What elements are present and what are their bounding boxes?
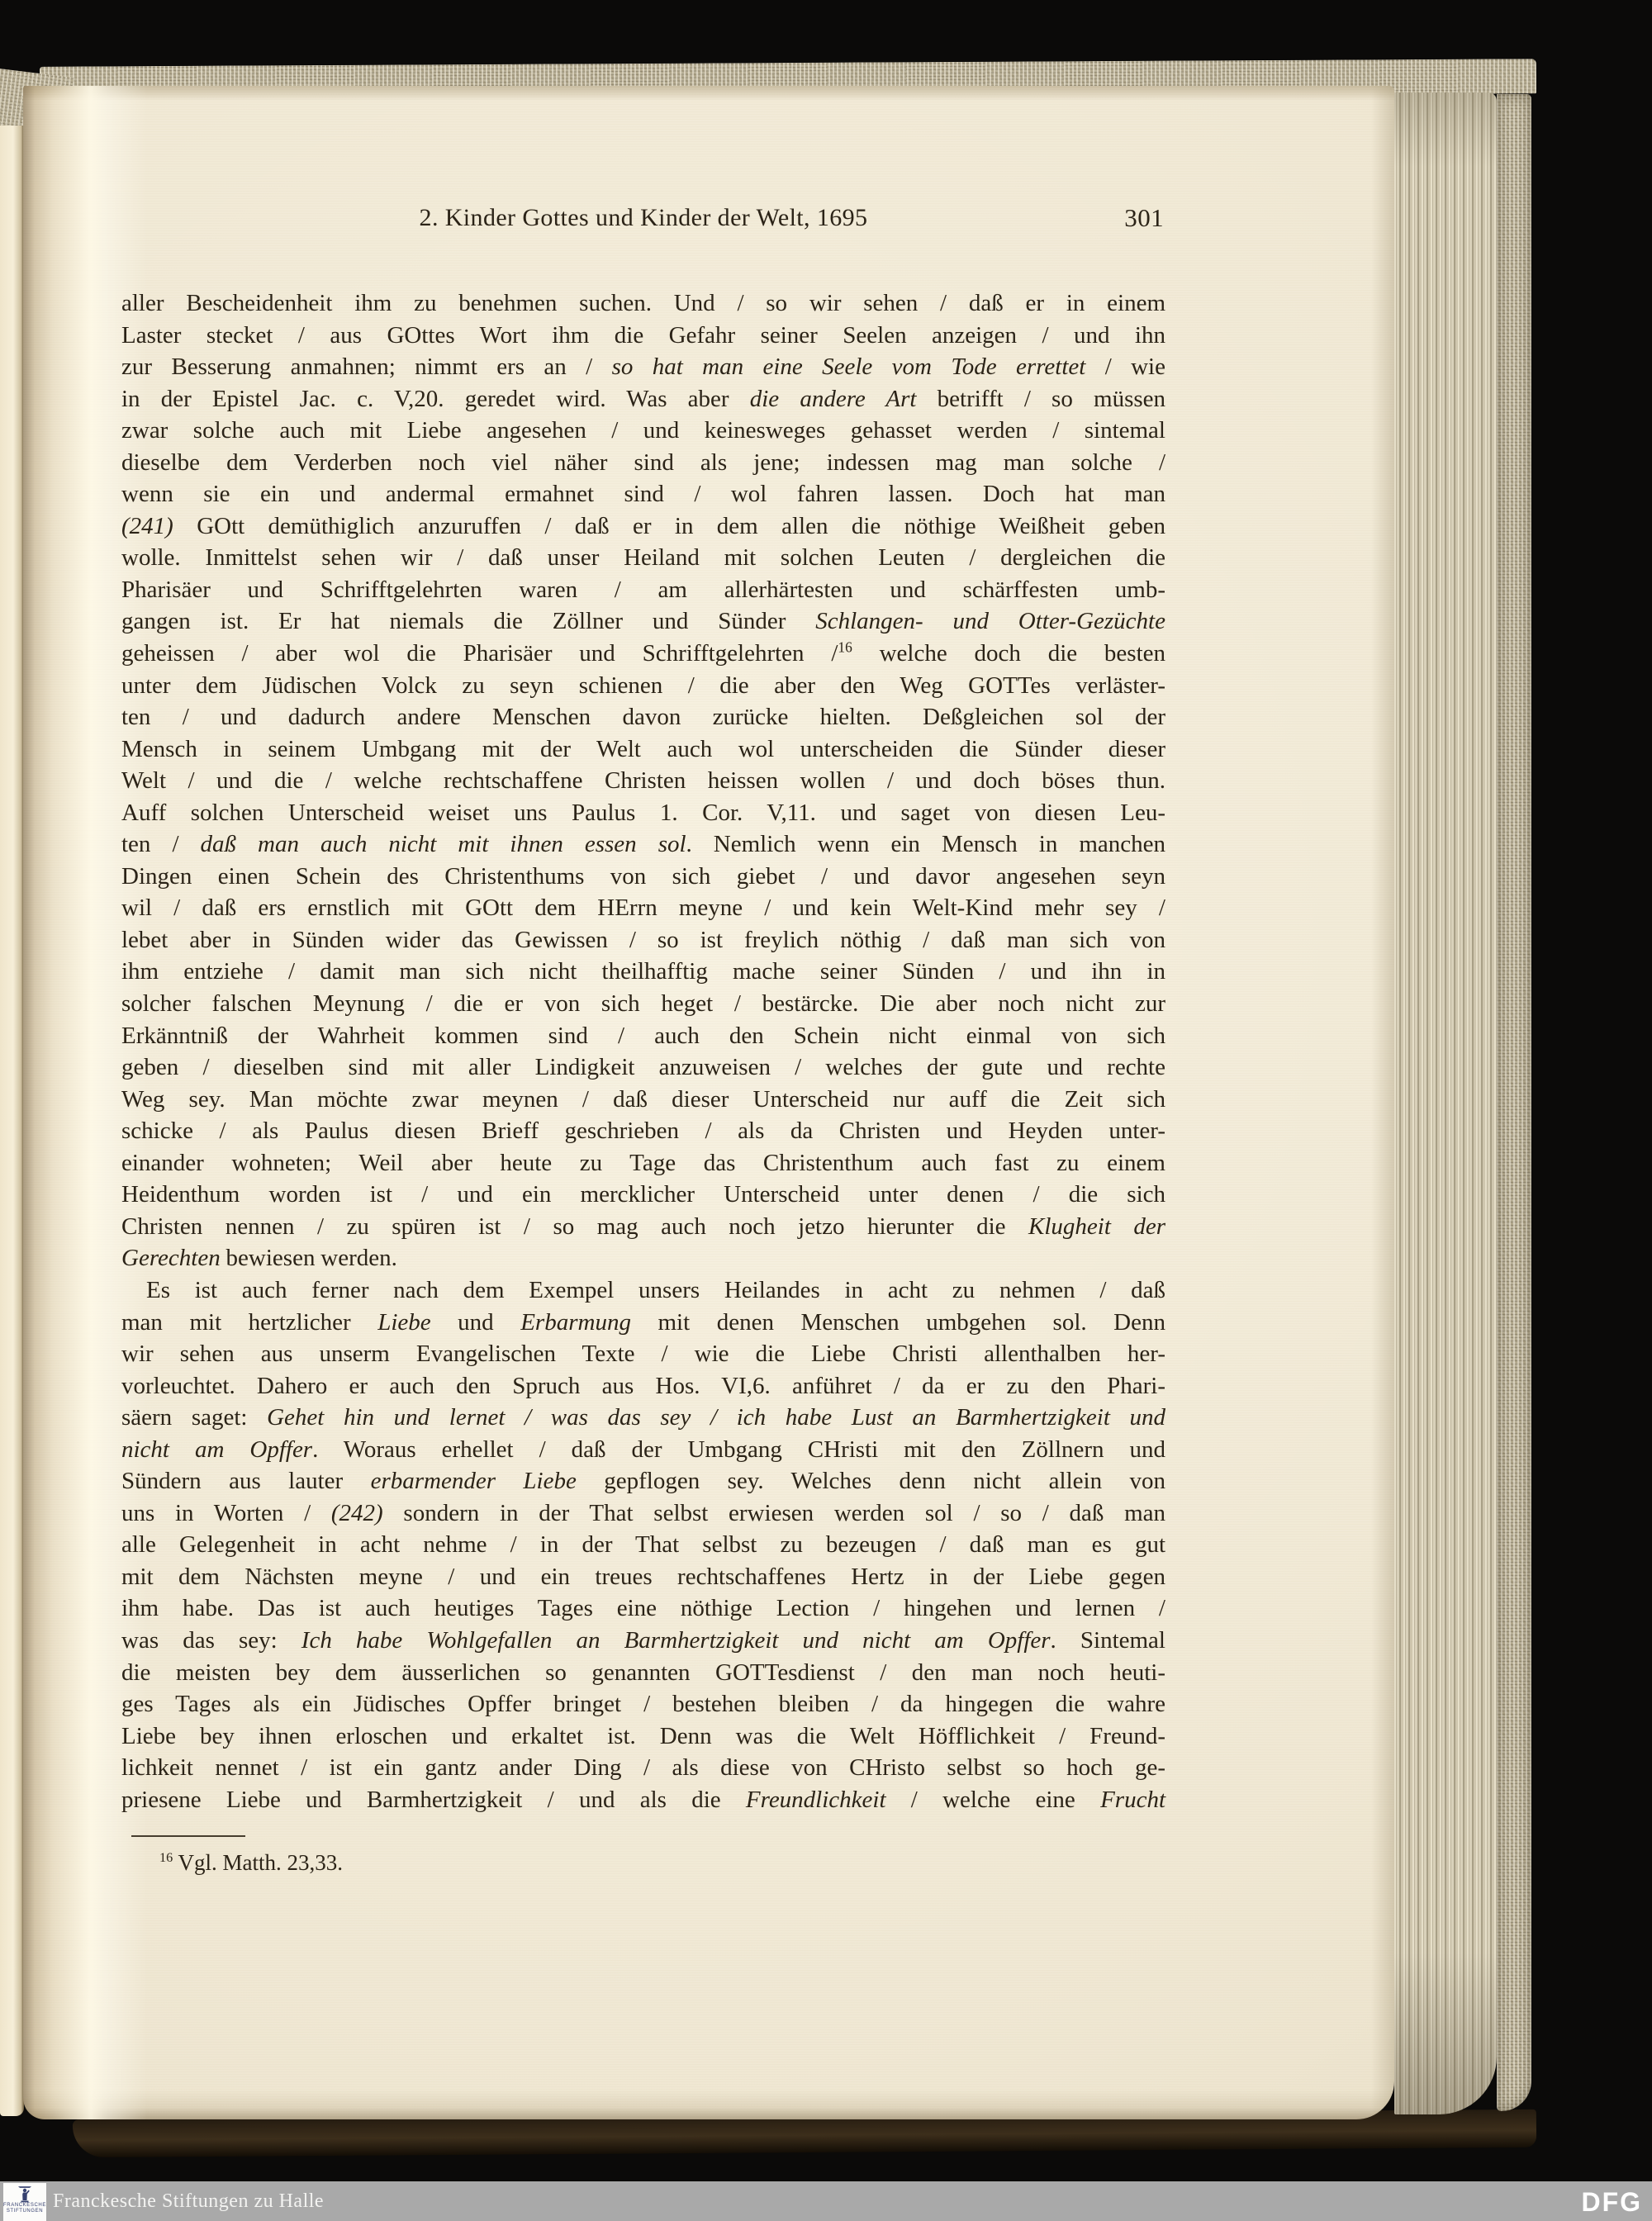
text-line	[121, 797, 1165, 829]
text-line	[121, 861, 1165, 893]
emphasized-text: Freundlichkeit	[745, 1786, 886, 1813]
text-segment: ges Tages als ein Jüdisches Opffer bringet / bestehen bleiben / da hingegen die wahre	[121, 1691, 1165, 1718]
text-segment: gangen ist. Er hat niemals die Zöllner und Sünder	[121, 608, 816, 635]
text-line	[121, 1465, 1165, 1497]
text-segment: / welche eine	[885, 1786, 1101, 1813]
text-line	[121, 1529, 1165, 1561]
text-line	[121, 1784, 1165, 1816]
text-segment: solcher falschen Meynung / die er von sich heget / bestärcke. Die aber noch nicht zur	[121, 990, 1165, 1018]
emphasized-text: Frucht	[1100, 1786, 1166, 1813]
logo-caption-line2: STIFTUNGEN	[6, 2209, 44, 2214]
text-line	[121, 638, 1165, 670]
text-segment: säern saget:	[121, 1404, 268, 1431]
franckesche-stiftungen-logo	[3, 2183, 46, 2221]
text-line	[121, 605, 1165, 638]
footnote-text: Vgl. Matth. 23,33.	[173, 1850, 343, 1876]
text-segment: alle Gelegenheit in acht nehme / in der That selbst zu bezeugen / daß man es gut	[121, 1531, 1165, 1559]
text-line	[121, 1561, 1165, 1593]
text-line	[121, 1179, 1165, 1211]
text-segment: ten /	[121, 831, 201, 858]
text-line	[121, 447, 1165, 479]
text-line	[121, 415, 1165, 447]
text-segment: wir sehen aus unserm Evangelischen Texte / wie die Liebe Christi allenthalben her-	[121, 1341, 1165, 1368]
text-segment: wolle. Inmittelst sehen wir / daß unser Heiland mit solchen Leuten / dergleichen die	[121, 544, 1165, 572]
text-line	[121, 1720, 1165, 1753]
book-cover-right-edge	[1497, 94, 1531, 2111]
emphasized-text: Liebe	[377, 1308, 431, 1336]
text-line	[121, 1274, 1165, 1307]
body-text	[121, 287, 1165, 1815]
text-line	[121, 1051, 1165, 1084]
emphasized-text: Ich habe Wohlgefallen an Barmhertzigkeit und nicht am Opffer	[301, 1626, 1051, 1654]
emphasized-text: (241)	[121, 512, 173, 539]
facing-page-edge	[0, 126, 24, 2116]
francke-statue-icon	[17, 2185, 33, 2203]
text-line	[121, 1752, 1165, 1784]
text-segment: GOtt demüthiglich anzuruffen / daß er in dem allen die nöthige Weißheit geben	[173, 512, 1165, 539]
text-line	[121, 1084, 1165, 1116]
text-line	[121, 1592, 1165, 1625]
logo-caption-line1: FRANCKESCHE	[3, 2203, 46, 2208]
text-line	[121, 956, 1165, 988]
text-segment: geheissen / aber wol die Pharisäer und Schrifftgelehrten /	[121, 640, 838, 667]
text-segment: Weg sey. Man möchte zwar meynen / daß dieser Unterscheid nur auff die Zeit sich	[121, 1085, 1165, 1113]
text-segment: Mensch in seinem Umbgang mit der Welt auch wol unterscheiden die Sünder dieser	[121, 735, 1165, 762]
text-line	[121, 542, 1165, 574]
text-segment: betrifft / so müssen	[916, 385, 1166, 412]
text-segment: schicke / als Paulus diesen Brieff geschrieben / als da Christen und Heyden unter-	[121, 1118, 1165, 1145]
footnote-marker: 16	[159, 1850, 173, 1866]
text-segment: in der Epistel Jac. c. V,20. geredet wird. Was aber	[121, 385, 750, 412]
running-header	[121, 202, 1165, 235]
text-line	[121, 383, 1165, 415]
text-line	[121, 1020, 1165, 1052]
text-segment: welche doch die besten	[852, 640, 1165, 667]
text-segment: Liebe bey ihnen erloschen und erkaltet ist. Denn was die Welt Höfflichkeit / Freund-	[121, 1722, 1165, 1749]
page-stack-fore-edge	[1394, 93, 1497, 2114]
text-line	[121, 1434, 1165, 1466]
text-segment: Christen nennen / zu spüren ist / so mag auch noch jetzo hierunter die	[121, 1213, 1028, 1240]
text-segment: gepflogen sey. Welches denn nicht allein von	[576, 1468, 1165, 1495]
page-text-block	[121, 202, 1165, 1876]
text-line	[121, 733, 1165, 766]
text-segment: . Sintemal	[1050, 1626, 1165, 1654]
text-line	[121, 351, 1165, 383]
text-line	[121, 1211, 1165, 1243]
text-line	[121, 287, 1165, 320]
text-segment: dieselbe dem Verderben noch viel näher sind als jene; indessen mag man solche /	[121, 448, 1165, 476]
institution-name: Franckesche Stiftungen zu Halle	[53, 2190, 325, 2212]
text-line	[121, 828, 1165, 861]
footnote-reference: 16	[838, 638, 852, 656]
text-line	[121, 1242, 1165, 1274]
text-segment: einander wohneten; Weil aber heute zu Tage das Christenthum auch fast zu einem	[121, 1149, 1165, 1176]
text-line	[121, 1688, 1165, 1720]
text-segment: geben / dieselben sind mit aller Lindigkeit anzuweisen / welches der gute und rechte	[121, 1054, 1165, 1081]
text-segment: Laster stecket / aus GOttes Wort ihm die Gefahr seiner Seelen anzeigen / und ihn	[121, 321, 1165, 349]
footnote-separator-rule	[131, 1835, 245, 1837]
text-segment: Pharisäer und Schrifftgelehrten waren / am allerhärtesten und schärffesten umb-	[121, 576, 1165, 603]
emphasized-text: Erbarmung	[520, 1308, 631, 1336]
text-line	[121, 670, 1165, 702]
text-segment: aller Bescheidenheit ihm zu benehmen suchen. Und / so wir sehen / daß er in einem	[121, 290, 1165, 316]
text-line	[121, 1370, 1165, 1402]
text-line	[121, 1115, 1165, 1147]
text-segment: Sündern aus lauter	[121, 1468, 371, 1495]
text-line	[121, 988, 1165, 1020]
text-line	[121, 320, 1165, 352]
emphasized-text: die andere Art	[749, 385, 917, 412]
text-segment: ten / und dadurch andere Menschen davon zurücke hielten. Deßgleichen sol der	[121, 704, 1165, 731]
text-line	[121, 765, 1165, 797]
text-segment: lichkeit nennet / ist ein gantz ander Ding / als diese von CHristo selbst so hoch ge-	[121, 1754, 1165, 1782]
text-segment: was das sey:	[121, 1626, 301, 1654]
text-line	[121, 478, 1165, 510]
text-line	[121, 701, 1165, 733]
text-line	[121, 892, 1165, 924]
text-segment: ihm entziehe / damit man sich nicht theilhafftig mache seiner Sünden / und ihn in	[121, 958, 1165, 985]
text-segment: Es ist auch ferner nach dem Exempel unsers Heilandes in acht zu nehmen / daß	[146, 1276, 1165, 1303]
footnote	[121, 1850, 1165, 1876]
emphasized-text: Schlangen- und Otter-Gezüchte	[815, 608, 1165, 635]
text-line	[121, 1147, 1165, 1179]
text-segment: zur Besserung anmahnen; nimmt ers an /	[121, 354, 612, 381]
text-segment: mit dem Nächsten meyne / und ein treues rechtschaffenes Hertz in der Liebe gegen	[121, 1563, 1165, 1590]
text-line	[121, 1625, 1165, 1657]
text-segment: Dingen einen Schein des Christenthums von sich giebet / und davor angesehen seyn	[121, 862, 1165, 890]
page-number: 301	[1124, 203, 1164, 232]
book-page	[23, 86, 1394, 2119]
text-segment: vorleuchtet. Dahero er auch den Spruch aus Hos. VI,6. anführet / da er zu den Phari-	[121, 1372, 1165, 1399]
text-segment: zwar solche auch mit Liebe angesehen / und keinesweges gehasset werden / sintemal	[121, 417, 1165, 444]
text-line	[121, 1497, 1165, 1530]
running-header-title: 2. Kinder Gottes und Kinder der Welt, 1695	[419, 204, 868, 231]
text-line	[121, 510, 1165, 543]
text-segment: sondern in der That selbst erwiesen werden sol / so / daß man	[382, 1499, 1165, 1526]
text-segment: Auff solchen Unterscheid weiset uns Paulus 1. Cor. V,11. und saget von diesen Leu-	[121, 799, 1165, 826]
emphasized-text: nicht am Opffer	[121, 1436, 313, 1463]
emphasized-text: daß man auch nicht mit ihnen essen sol	[200, 831, 686, 858]
text-segment: . Woraus erhellet / daß der Umbgang CHristi mit den Zöllnern und	[312, 1436, 1166, 1463]
text-segment: uns in Worten /	[121, 1499, 331, 1526]
text-segment: lebet aber in Sünden wider das Gewissen / so ist freylich nöthig / daß man sich von	[121, 926, 1165, 953]
text-segment: . Nemlich wenn ein Mensch in manchen	[686, 831, 1166, 858]
text-segment: bewiesen werden.	[220, 1245, 397, 1272]
text-segment: man mit hertzlicher	[121, 1308, 378, 1336]
text-line	[121, 924, 1165, 956]
emphasized-text: Klugheit der	[1028, 1213, 1165, 1240]
text-segment: Erkänntniß der Wahrheit kommen sind / auch den Schein nicht einmal von sich	[121, 1022, 1165, 1049]
text-segment: wenn sie ein und andermal ermahnet sind / wol fahren lassen. Doch hat man	[121, 481, 1165, 508]
emphasized-text: erbarmender Liebe	[370, 1468, 577, 1495]
dfg-logo: DFG	[1581, 2187, 1642, 2217]
emphasized-text: so hat man eine Seele vom Tode errettet	[611, 354, 1086, 381]
text-segment: die meisten bey dem äusserlichen so genannten GOTTesdienst / den man noch heuti-	[121, 1659, 1165, 1686]
text-line	[121, 1338, 1165, 1370]
text-line	[121, 1402, 1165, 1434]
text-segment: Heidenthum worden ist / und ein mercklicher Unterscheid unter denen / die sich	[121, 1181, 1165, 1208]
text-segment: priesene Liebe und Barmhertzigkeit / und als die	[121, 1786, 746, 1813]
branding-footer-bar	[0, 2181, 1652, 2221]
text-segment: wil / daß ers ernstlich mit GOtt dem HErrn meyne / und kein Welt-Kind mehr sey /	[121, 895, 1165, 922]
emphasized-text: Gerechten	[121, 1245, 221, 1272]
text-segment: / wie	[1085, 354, 1165, 381]
text-line	[121, 574, 1165, 606]
emphasized-text: (242)	[330, 1499, 383, 1526]
text-line	[121, 1307, 1165, 1339]
text-segment: mit denen Menschen umbgehen sol. Denn	[630, 1308, 1165, 1336]
text-segment: und	[430, 1308, 521, 1336]
emphasized-text: Gehet hin und lernet / was das sey / ich habe Lust an Barmhertzigkeit und	[267, 1404, 1166, 1431]
text-segment: unter dem Jüdischen Volck zu seyn schienen / die aber den Weg GOTTes verläster-	[121, 672, 1165, 699]
text-line	[121, 1657, 1165, 1689]
text-segment: Welt / und die / welche rechtschaffene Christen heissen wollen / und doch böses thun.	[121, 767, 1165, 795]
text-segment: ihm habe. Das ist auch heutiges Tages eine nöthige Lection / hingehen und lernen /	[121, 1595, 1165, 1622]
